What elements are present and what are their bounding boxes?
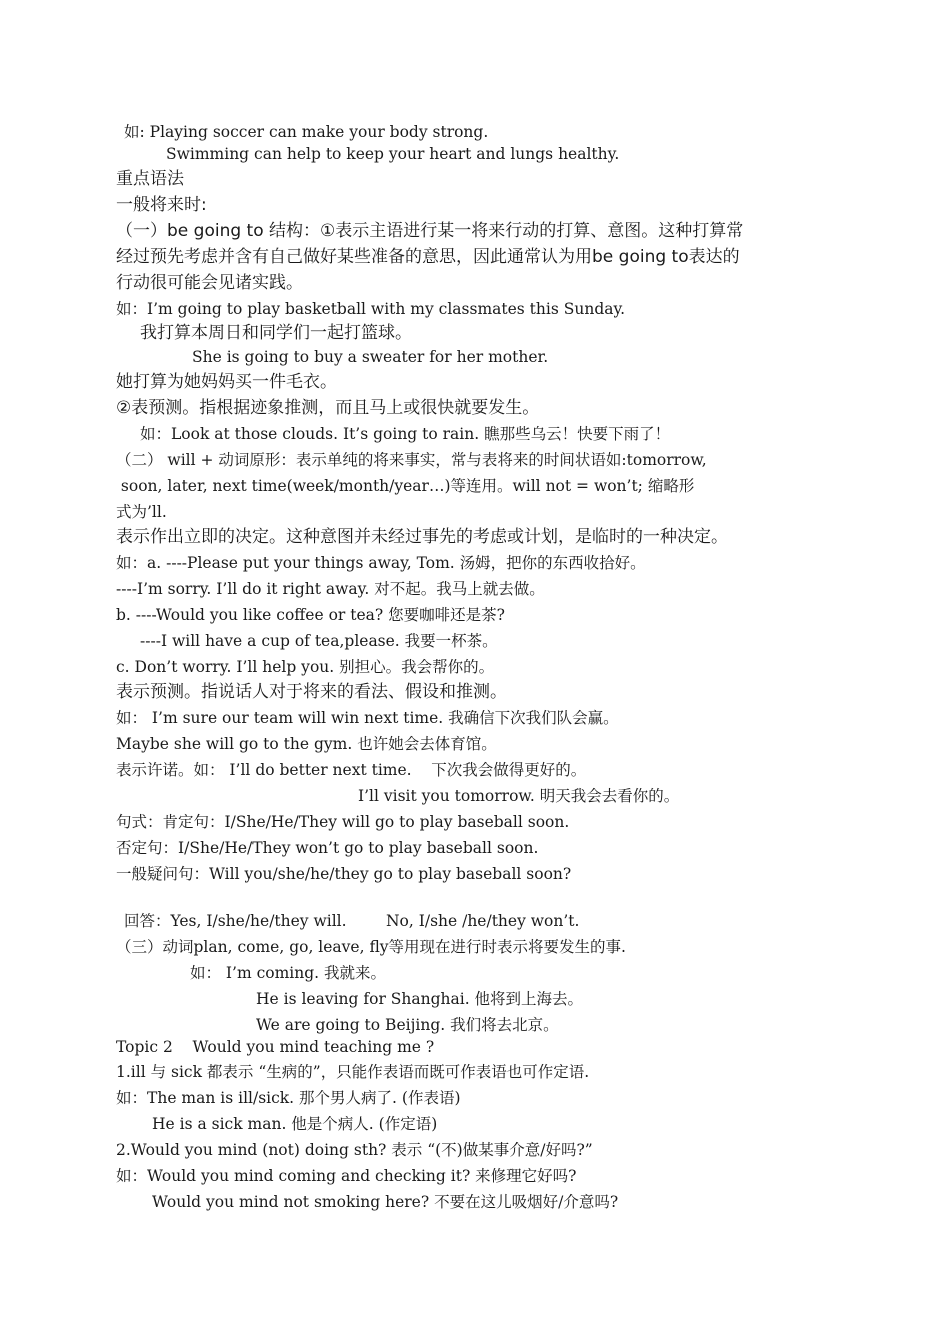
text-line: 回答：Yes, I/she/he/they will. No, I/she /he/they won’t. xyxy=(124,912,580,930)
text-line: 如： I’m coming. 我就来。 xyxy=(190,964,387,982)
text-line: （三）动词plan, come, go, leave, fly等用现在进行时表示将要发生的事. xyxy=(116,938,626,956)
text-line: 行动很可能会见诸实践。 xyxy=(116,273,303,293)
text-line: 如：The man is ill/sick. 那个男人病了. (作表语) xyxy=(116,1089,461,1107)
text-line: Swimming can help to keep your heart and lungs healthy. xyxy=(166,145,620,163)
text-line: We are going to Beijing. 我们将去北京。 xyxy=(256,1016,559,1034)
text-line: 式为’ll. xyxy=(116,503,167,521)
text-line: 表示预测。指说话人对于将来的看法、假设和推测。 xyxy=(116,682,507,702)
text-line: 经过预先考虑并含有自己做好某些准备的意思，因此通常认为用be going to表达的 xyxy=(116,247,740,267)
text-line: 我打算本周日和同学们一起打篮球。 xyxy=(140,323,412,343)
text-line: 表示作出立即的决定。这种意图并未经过事先的考虑或计划，是临时的一种决定。 xyxy=(116,527,728,547)
text-line: 如：I’m going to play basketball with my classmates this Sunday. xyxy=(116,300,626,318)
text-line: 1.ill 与 sick 都表示 “生病的”，只能作表语而既可作表语也可作定语. xyxy=(116,1063,590,1081)
text-line: He is leaving for Shanghai. 他将到上海去。 xyxy=(256,990,584,1008)
text-line: 如: Playing soccer can make your body strong. xyxy=(124,123,489,141)
section-heading: 重点语法 xyxy=(116,169,184,189)
text-line: She is going to buy a sweater for her mother. xyxy=(192,348,549,366)
text-line: He is a sick man. 他是个病人. (作定语) xyxy=(152,1115,438,1133)
text-line: Maybe she will go to the gym. 也许她会去体育馆。 xyxy=(116,735,497,753)
text-line: Would you mind not smoking here? 不要在这儿吸烟好/介意吗? xyxy=(152,1193,619,1211)
text-line: ----I will have a cup of tea,please. 我要一杯茶。 xyxy=(140,632,498,650)
text-line: 如：a. ----Please put your things away, Tom. 汤姆，把你的东西收拾好。 xyxy=(116,554,646,572)
subheading: 一般将来时: xyxy=(116,195,207,215)
text-line: 句式：肯定句：I/She/He/They will go to play baseball soon. xyxy=(116,813,570,831)
text-line: ②表预测。指根据迹象推测，而且马上或很快就要发生。 xyxy=(116,398,540,418)
text-line: c. Don’t worry. I’ll help you. 别担心。我会帮你的。 xyxy=(116,658,495,676)
text-line: soon, later, next time(week/month/year…)等连用。will not = won’t; 缩略形 xyxy=(116,477,695,495)
text-line: （二） will + 动词原形：表示单纯的将来事实，常与表将来的时间状语如:tomorrow, xyxy=(116,451,707,469)
text-line: ----I’m sorry. I’ll do it right away. 对不起。我马上就去做。 xyxy=(116,580,545,598)
text-line: 她打算为她妈妈买一件毛衣。 xyxy=(116,372,337,392)
topic-heading: Topic 2 Would you mind teaching me ? xyxy=(116,1038,435,1056)
text-line: b. ----Would you like coffee or tea? 您要咖啡还是茶? xyxy=(116,606,505,624)
text-line: 如：Would you mind coming and checking it? 来修理它好吗? xyxy=(116,1167,577,1185)
text-line: 2.Would you mind (not) doing sth? 表示 “(不)做某事介意/好吗?” xyxy=(116,1141,593,1159)
text-line: 一般疑问句：Will you/she/he/they go to play baseball soon? xyxy=(116,865,572,883)
text-line: 否定句：I/She/He/They won’t go to play baseball soon. xyxy=(116,839,539,857)
text-line: 表示许诺。如： I’ll do better next time. 下次我会做得更好的。 xyxy=(116,761,587,779)
text-line: 如： I’m sure our team will win next time. 我确信下次我们队会赢。 xyxy=(116,709,619,727)
text-line: I’ll visit you tomorrow. 明天我会去看你的。 xyxy=(358,787,680,805)
text-line: 如：Look at those clouds. It’s going to rain. 瞧那些乌云！快要下雨了！ xyxy=(140,425,671,443)
text-line: （一）be going to 结构：①表示主语进行某一将来行动的打算、意图。这种打算常 xyxy=(116,221,744,241)
